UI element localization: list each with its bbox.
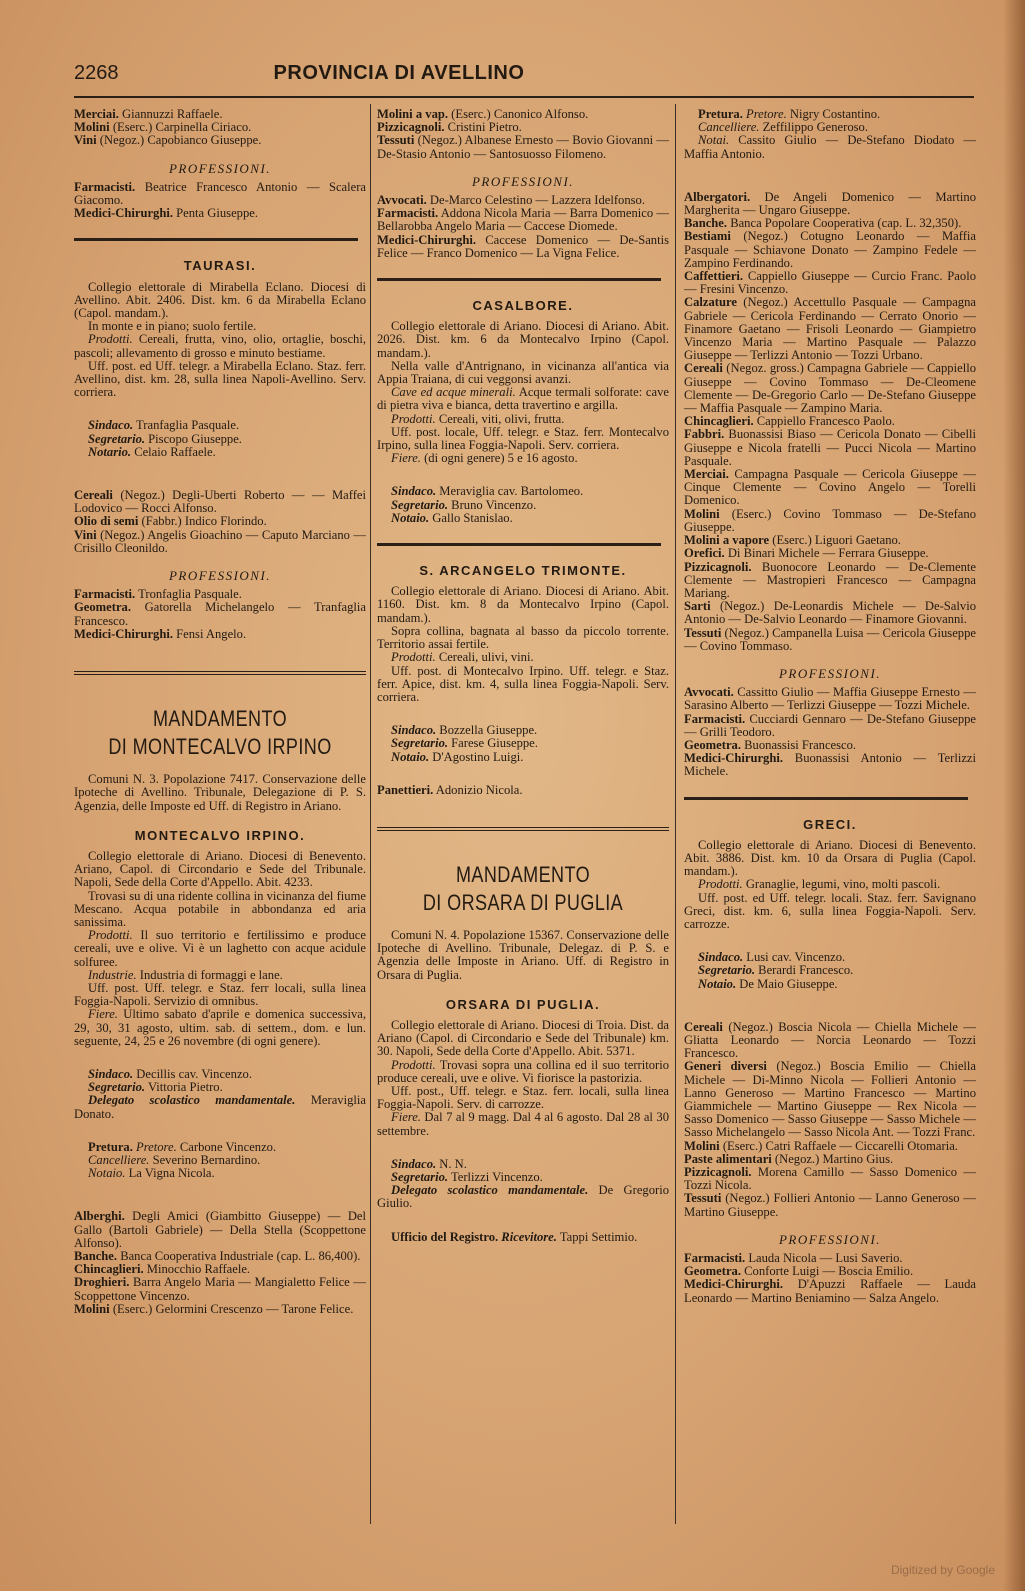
section-heading: PROFESSIONI.	[471, 173, 575, 189]
entry: Caffettieri. Cappiello Giuseppe — Curcio Franc. Paolo — Fresini Vincenzo.	[684, 269, 976, 297]
entry: Albergatori. De Angeli Domenico — Martino Margherita — Ungaro Giuseppe.	[684, 189, 976, 218]
entry: Delegato scolastico mandamentale. Meraviglia Donato.	[74, 1093, 366, 1121]
paragraph: Uff. post., Uff. telegr. e Staz. ferr. locali, sulla linea Foggia-Napoli. Serv. di carrozze.	[377, 1083, 669, 1112]
column-2	[377, 108, 669, 1244]
town-heading: GRECI.	[803, 816, 857, 832]
entry: Farmacisti. Tronfaglia Pasquale.	[74, 587, 242, 602]
entry: Vini (Negoz.) Capobianco Giuseppe.	[74, 133, 262, 148]
entry: Sindaco. N. N.	[391, 1156, 467, 1171]
entry: Medici-Chirurghi. Fensi Angelo.	[74, 626, 247, 641]
entry: Sindaco. Meraviglia cav. Bartolomeo.	[391, 484, 584, 499]
paragraph: Uff. post. Uff. telegr. e Staz. ferr locali, sulla linea Foggia-Napoli. Servizio di omnibus.	[74, 980, 366, 1009]
entry: Notaio. Gallo Stanislao.	[391, 510, 513, 525]
entry: Notaio. D'Agostino Luigi.	[391, 749, 524, 764]
entry: Avvocati. De-Marco Celestino — Lazzera Idelfonso.	[377, 193, 645, 208]
entry: Notai. Cassito Giulio — De-Stefano Diodato — Maffia Antonio.	[684, 133, 976, 161]
entry: Olio di semi (Fabbr.) Indico Florindo.	[74, 514, 267, 529]
section-heading: PROFESSIONI.	[778, 665, 882, 681]
entry: Sindaco. Lusi cav. Vincenzo.	[698, 950, 846, 965]
section-heading: PROFESSIONI.	[168, 160, 272, 176]
paragraph: Prodotti. Il suo territorio e fertilissimo e produce cereali, uve e olive. Vi è un laghetto con acque acidule solfuree.	[74, 928, 366, 969]
town-heading: CASALBORE.	[472, 298, 574, 314]
entry: Medici-Chirurghi. D'Apuzzi Raffaele — Lauda Leonardo — Martino Beniamino — Salza Angelo.	[684, 1277, 976, 1305]
entry: Tessuti (Negoz.) Campanella Luisa — Cericola Giuseppe — Covino Tommaso.	[684, 625, 976, 653]
paragraph: In monte e in piano; suolo fertile.	[88, 319, 257, 334]
paragraph: Trovasi su di una ridente collina in vicinanza del fiume Mescano. Acqua potabile in abbondanza ed aria sanissima.	[74, 888, 366, 929]
entry: Notaio. La Vigna Nicola.	[88, 1166, 215, 1181]
entry: Delegato scolastico mandamentale. De Gregorio Giulio.	[377, 1183, 669, 1211]
paragraph: Collegio elettorale di Mirabella Eclano. Diocesi di Avellino. Abit. 2406. Dist. km. 6 da Mirabella Eclano (Capol. mandam.).	[74, 279, 366, 321]
entry: Medici-Chirurghi. Buonassisi Antonio — Terlizzi Michele.	[684, 751, 976, 779]
entry: Sindaco. Tranfaglia Pasquale.	[88, 418, 240, 433]
entry: Paste alimentari (Negoz.) Martino Gius.	[684, 1151, 894, 1166]
town-heading: MONTECALVO IRPINO.	[134, 827, 306, 843]
paragraph: Collegio elettorale di Ariano. Diocesi di Benevento. Ariano, Capol. di Circondario e Sede del Tribunale. Napoli, Sede della Corte d'Appello. Abit. 4233.	[74, 848, 366, 890]
section-heading: PROFESSIONI.	[778, 1231, 882, 1247]
entry: Fabbri. Buonassisi Biaso — Cericola Donato — Cibelli Giuseppe e Nicola fratelli — Pucci Nicola — Martino Pasquale.	[684, 427, 976, 468]
entry: Segretario. Vittoria Pietro.	[88, 1080, 223, 1095]
entry: Droghieri. Barra Angelo Maria — Mangialetto Felice — Scoppettone Vincenzo.	[74, 1275, 366, 1303]
entry: Farmacisti. Cucciardi Gennaro — De-Stefano Giuseppe — Grilli Teodoro.	[684, 711, 976, 739]
entry: Notario. Celaio Raffaele.	[88, 444, 216, 459]
entry: Calzature (Negoz.) Accettullo Pasquale — Campagna Gabriele — Cericola Ferdinando — Cerrato Onorio — Finamore Gaetano — Frisoli Leonardo — Giampietro Vincenzo Maria — Martino Pasquale — Palazzo Giuseppe — Terlizzi Antonio — Tozzi Urbano.	[684, 295, 976, 363]
paragraph: Collegio elettorale di Ariano. Diocesi di Ariano. Abit. 1160. Dist. km. 8 da Montecalvo Irpino (Capol. mandam.).	[377, 584, 669, 625]
entry: Geometra. Gatorella Michelangelo — Tranfaglia Francesco.	[74, 600, 366, 628]
entry: Farmacisti. Addona Nicola Maria — Barra Domenico — Bellarobba Angelo Maria — Caccese Diomede.	[377, 206, 669, 234]
header-rule	[74, 96, 974, 98]
entry: Pizzicagnoli. Buonocore Leonardo — De-Clemente Clemente — Mastropieri Francesco — Campagna Mariang.	[684, 559, 976, 600]
paragraph: Uff. post. di Montecalvo Irpino. Uff. telegr. e Staz. ferr. Apice, dist. km. 4, sulla linea Foggia-Napoli. Serv. corriera.	[377, 663, 669, 704]
entry: Generi diversi (Negoz.) Boscia Emilio — Chiella Michele — Di-Minno Nicola — Follieri Antonio — Lanno Generoso — Martino Francesco — Martino Giammichele — Martino Giuseppe — Rex Nicola — Sasso Domenico — Sasso Giuseppe — Sasso Michele — Sasso Michelangelo — Sasso Nicola Ant. — Tozzi Franc.	[684, 1059, 976, 1140]
entry: Pizzicagnoli. Cristini Pietro.	[377, 120, 522, 135]
entry: Banche. Banca Popolare Cooperativa (cap. L. 32,350).	[684, 216, 962, 231]
section-heading: PROFESSIONI.	[168, 568, 272, 584]
entry: Alberghi. Degli Amici (Giambitto Giuseppe) — Del Gallo (Bartoli Gabriele) — Della Stella (Scoppettone Alfonso).	[74, 1209, 366, 1250]
entry: Farmacisti. Beatrice Francesco Antonio — Scalera Giacomo.	[74, 179, 366, 208]
paragraph: Industrie. Industria di formaggi e lane.	[88, 967, 283, 982]
double-rule	[74, 671, 366, 675]
entry: Sarti (Negoz.) De-Leonardis Michele — De-Salvio Antonio — De-Salvio Leonardo — Finamore Giovanni.	[684, 599, 976, 627]
entry: Segretario. Farese Giuseppe.	[391, 736, 538, 751]
mandamento-heading: MANDAMENTO DI MONTECALVO IRPINO	[108, 706, 332, 760]
paragraph: Uff. post. ed Uff. telegr. locali. Staz. ferr. Savignano Greci, dist. km. 6, sulla linea Foggia-Napoli. Serv. carrozze.	[684, 890, 976, 931]
entry: Molini (Eserc.) Covino Tommaso — De-Stefano Giuseppe.	[684, 506, 976, 534]
entry: Cereali (Negoz. gross.) Campagna Gabriele — Cappiello Giuseppe — Covino Tommaso — De-Cleomene Clemente — De-Gregorio Carlo — De-Stefano Giuseppe — Maffia Pasquale — Zampino Maria.	[684, 361, 976, 416]
town-heading: S. ARCANGELO TRIMONTE.	[419, 563, 627, 579]
entry: Avvocati. Cassitto Giulio — Maffia Giuseppe Ernesto — Sarasino Alberto — Terlizzi Giuseppe — Tozzi Michele.	[684, 685, 976, 713]
paragraph: Comuni N. 3. Popolazione 7417. Conservazione delle Ipoteche di Avellino. Tribunale, Delegazione di P. S. Agenzia, delle Imposte ed Uff. di Registro in Ariano.	[74, 772, 366, 813]
mandamento-heading: MANDAMENTO DI ORSARA DI PUGLIA	[422, 861, 624, 915]
column-divider	[675, 104, 676, 1524]
entry: Chincaglieri. Minocchio Raffaele.	[74, 1262, 251, 1277]
entry: Cancelliere. Severino Bernardino.	[88, 1152, 261, 1167]
paragraph: Sopra collina, bagnata al basso da piccolo torrente. Territorio assai fertile.	[377, 623, 669, 652]
paragraph: Cave ed acque minerali. Acque termali solforate: cave di pietra viva e bianca, detta travertino e argilla.	[377, 385, 669, 413]
paragraph: Collegio elettorale di Ariano. Diocesi di Ariano. Abit. 2026. Dist. km. 6 da Montecalvo Irpino (Capol. mandam.).	[377, 319, 669, 360]
paragraph: Fiere. Dal 7 al 9 magg. Dal 4 al 6 agosto. Dal 28 al 30 settembre.	[377, 1110, 669, 1138]
entry: Banche. Banca Cooperativa Industriale (cap. L. 86,400).	[74, 1248, 361, 1263]
page-edge-shadow	[1003, 0, 1025, 1591]
entry: Sindaco. Bozzella Giuseppe.	[391, 723, 538, 738]
entry: Segretario. Piscopo Giuseppe.	[88, 431, 242, 446]
entry: Pretura. Pretore. Carbone Vincenzo.	[88, 1139, 277, 1154]
entry: Pizzicagnoli. Morena Camillo — Sasso Domenico — Tozzi Nicola.	[684, 1165, 976, 1193]
entry: Molini (Eserc.) Gelormini Crescenzo — Tarone Felice.	[74, 1301, 354, 1316]
paragraph: Prodotti. Granaglie, legumi, vino, molti pascoli.	[698, 877, 941, 892]
paragraph: Prodotti. Cereali, viti, olivi, frutta.	[391, 411, 565, 426]
section-rule	[377, 278, 661, 281]
entry: Molini a vap. (Eserc.) Canonico Alfonso.	[377, 107, 589, 121]
entry: Cereali (Negoz.) Degli-Uberti Roberto — — Maffei Lodovico — Rocci Alfonso.	[74, 488, 366, 516]
column-divider	[370, 104, 371, 1524]
entry: Molini (Eserc.) Carpinella Ciriaco.	[74, 120, 252, 135]
entry: Panettieri. Adonizio Nicola.	[377, 782, 523, 797]
town-heading: ORSARA DI PUGLIA.	[445, 996, 601, 1012]
column-3	[684, 108, 976, 1305]
paragraph: Collegio elettorale di Ariano. Diocesi di Benevento. Abit. 3886. Dist. km. 10 da Orsara di Puglia (Capol. mandam.).	[684, 837, 976, 879]
entry: Vini (Negoz.) Angelis Gioachino — Caputo Marciano — Crisillo Cleonildo.	[74, 527, 366, 555]
entry: Bestiami (Negoz.) Cotugno Leonardo — Maffia Pasquale — Schiavone Donato — Zampino Fedele — Zampino Ferdinando.	[684, 229, 976, 270]
paragraph: Collegio elettorale di Ariano. Diocesi di Troia. Dist. da Ariano (Capol. di Circondario e Sede del Tribunale) km. 30. Napoli, Sede della Corte d'Appello. Abit. 5371.	[377, 1017, 669, 1059]
paragraph: Nella valle d'Antrignano, in vicinanza all'antica via Appia Traiana, di cui veggonsi avanzi.	[377, 358, 669, 387]
paragraph: Fiere. Ultimo sabato d'aprile e domenica successiva, 29, 30, 31 agosto, ultim. sab. di settem., dom. e lun. seguente, 24, 25 e 26 novembre (di ogni genere).	[74, 1007, 366, 1048]
entry: Cereali (Negoz.) Boscia Nicola — Chiella Michele — Gliatta Leonardo — Norcia Leonardo — Tozzi Francesco.	[684, 1019, 976, 1061]
entry: Pretura. Pretore. Nigry Costantino.	[698, 107, 881, 121]
entry: Tessuti (Negoz.) Albanese Ernesto — Bovio Giovanni — De-Stasio Antonio — Santosuosso Filomeno.	[377, 133, 669, 161]
running-title: PROVINCIA DI AVELLINO	[273, 62, 525, 84]
paragraph: Fiere. (di ogni genere) 5 e 16 agosto.	[391, 451, 578, 466]
town-heading: TAURASI.	[183, 258, 257, 274]
entry: Molini a vapore (Eserc.) Liguori Gaetano.	[684, 533, 901, 548]
entry: Segretario. Terlizzi Vincenzo.	[391, 1169, 543, 1184]
page-number: 2268	[74, 62, 119, 84]
section-rule	[377, 543, 661, 546]
paragraph: Uff. post. ed Uff. telegr. a Mirabella Eclano. Staz. ferr. Avellino, dist. km. 28, sulla linea Napoli-Avellino. Serv. corriera.	[74, 358, 366, 400]
paragraph: Prodotti. Trovasi sopra una collina ed il suo territorio produce cereali, uve e olive. Vi fiorisce la pastorizia.	[377, 1057, 669, 1085]
entry: Cancelliere. Zeffilippo Generoso.	[698, 120, 868, 135]
section-rule	[684, 797, 968, 800]
page-header	[74, 62, 974, 92]
paragraph: Prodotti. Cereali, frutta, vino, olio, ortaglie, boschi, pascoli; allevamento di grosso e minuto bestiame.	[74, 332, 366, 360]
entry: Notaio. De Maio Giuseppe.	[698, 976, 838, 991]
entry: Farmacisti. Lauda Nicola — Lusi Saverio.	[684, 1251, 903, 1266]
entry: Medici-Chirurghi. Caccese Domenico — De-Santis Felice — Franco Domenico — La Vigna Felice.	[377, 232, 669, 260]
entry: Merciai. Campagna Pasquale — Cericola Giuseppe — Cinque Clemente — Covino Angelo — Torelli Domenico.	[684, 467, 976, 508]
entry: Segretario. Bruno Vincenzo.	[391, 497, 537, 512]
paragraph: Uff. post. locale, Uff. telegr. e Staz. ferr. Montecalvo Irpino, sulla linea Foggia-Napoli. Serv. corriera.	[377, 424, 669, 453]
entry: Segretario. Berardi Francesco.	[698, 963, 854, 978]
paragraph: Prodotti. Cereali, ulivi, vini.	[391, 650, 534, 665]
section-rule	[74, 238, 358, 241]
entry: Geometra. Conforte Luigi — Boscia Emilio.	[684, 1264, 914, 1279]
entry: Chincaglieri. Cappiello Francesco Paolo.	[684, 414, 895, 429]
entry: Tessuti (Negoz.) Follieri Antonio — Lanno Generoso — Martino Giuseppe.	[684, 1191, 976, 1219]
entry: Geometra. Buonassisi Francesco.	[684, 737, 857, 752]
column-1	[74, 108, 366, 1316]
watermark: Digitized by Google	[890, 1563, 995, 1577]
entry: Medici-Chirurghi. Penta Giuseppe.	[74, 206, 258, 221]
double-rule	[377, 827, 669, 831]
entry: Merciai. Giannuzzi Raffaele.	[74, 107, 223, 121]
entry: Orefici. Di Binari Michele — Ferrara Giuseppe.	[684, 546, 929, 561]
registry-office: Ufficio del Registro. Ricevitore. Tappi Settimio.	[391, 1229, 638, 1244]
entry: Sindaco. Decillis cav. Vincenzo.	[88, 1066, 252, 1081]
entry: Molini (Eserc.) Catri Raffaele — Ciccarelli Otomaria.	[684, 1138, 958, 1153]
paragraph: Comuni N. 4. Popolazione 15367. Conservazione delle Ipoteche di Avellino. Tribunale, Delegaz. di P. S. e Agenzia delle Imposte in Ariano. Uff. di Registro in Orsara di Puglia.	[377, 927, 669, 982]
